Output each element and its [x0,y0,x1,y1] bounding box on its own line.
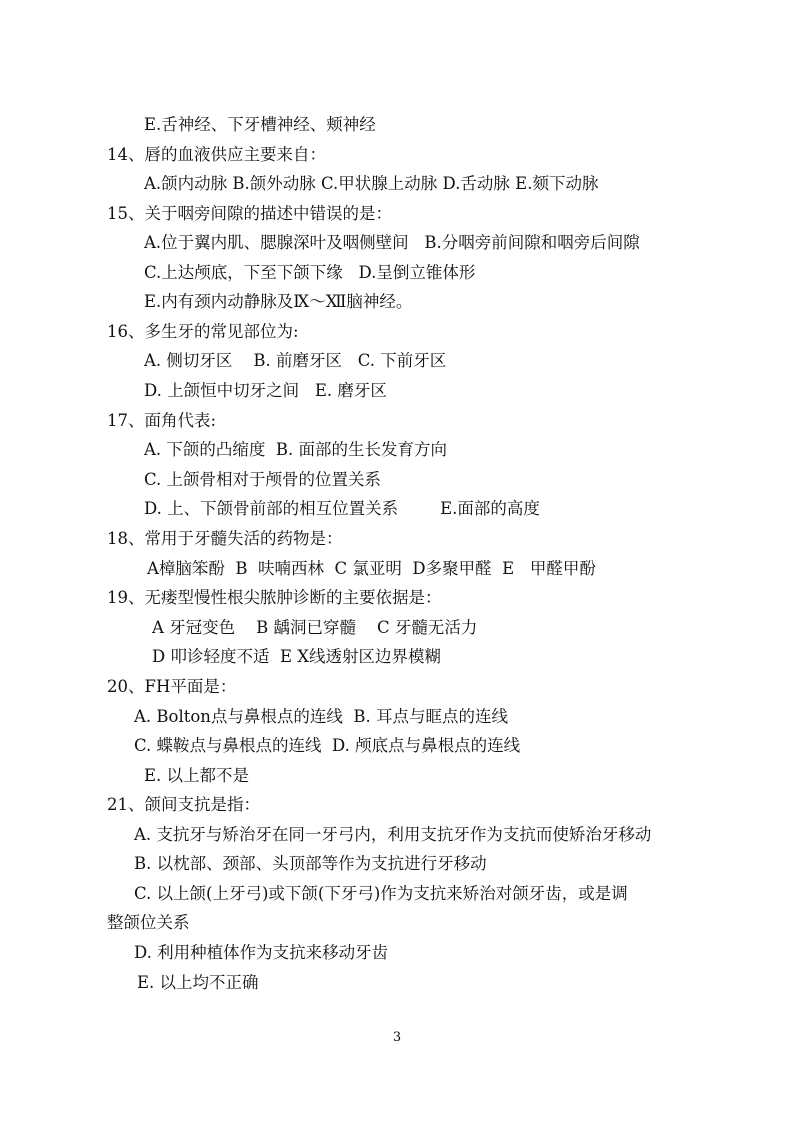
question-21: 21、颌间支抗是指： [107,795,260,814]
question-14: 14、唇的血液供应主要来自： [107,145,326,164]
question-20-options-ab: A. Bolton点与鼻根点的连线 B. 耳点与眶点的连线 [134,707,509,726]
question-21-option-c-cont: 整颌位关系 [107,913,190,932]
question-14-options: A.颌内动脉 B.颌外动脉 C.甲状腺上动脉 D.舌动脉 E.颏下动脉 [144,174,599,193]
question-21-option-d: D. 利用种植体作为支抗来移动牙齿 [134,943,389,962]
question-21-option-e: E. 以上均不正确 [137,973,259,992]
question-18: 18、常用于牙髓失活的药物是： [107,529,343,548]
question-21-option-a: A. 支抗牙与矫治牙在同一牙弓内，利用支抗牙作为支抗而使矫治牙移动 [134,825,652,844]
question-16: 16、多生牙的常见部位为: [107,322,299,341]
question-19-options-de: D 叩诊轻度不适 E X线透射区边界模糊 [152,647,441,666]
question-20-options-cd: C. 蝶鞍点与鼻根点的连线 D. 颅底点与鼻根点的连线 [134,736,521,755]
question-15-options-ab: A.位于翼内肌、腮腺深叶及咽侧壁间 B.分咽旁前间隙和咽旁后间隙 [144,233,640,252]
question-21-option-b: B. 以枕部、颈部、头顶部等作为支抗进行牙移动 [134,854,487,873]
question-15-option-e: E.内有颈内动静脉及Ⅸ～Ⅻ脑神经。 [144,292,413,311]
question-16-options-abc: A. 侧切牙区 B. 前磨牙区 C. 下前牙区 [144,351,447,370]
page-number: 3 [392,1030,402,1045]
question-20-option-e: E. 以上都不是 [144,766,250,785]
question-16-options-de: D. 上颌恒中切牙之间 E. 磨牙区 [144,381,387,400]
line-13e: E.舌神经、下牙槽神经、颊神经 [144,115,376,134]
question-17-option-c: C. 上颌骨相对于颅骨的位置关系 [144,470,382,489]
question-21-option-c: C. 以上颌(上牙弓)或下颌(下牙弓)作为支抗来矫治对颌牙齿，或是调 [134,884,628,903]
question-18-options: A樟脑笨酚 B 呋喃西林 C 氯亚明 D多聚甲醛 E 甲醛甲酚 [147,559,596,578]
question-17-options-ab: A. 下颌的凸缩度 B. 面部的生长发育方向 [144,440,448,459]
question-15: 15、关于咽旁间隙的描述中错误的是： [107,204,392,223]
question-17: 17、面角代表: [107,411,217,430]
question-17-options-de: D. 上、下颌骨前部的相互位置关系 E.面部的高度 [144,499,540,518]
question-15-options-cd: C.上达颅底，下至下颌下缘 D.呈倒立锥体形 [144,263,476,282]
question-19: 19、无瘘型慢性根尖脓肿诊断的主要依据是： [107,588,442,607]
question-19-options-abc: A 牙冠变色 B 龋洞已穿髓 C 牙髓无活力 [152,618,478,637]
question-20: 20、FH平面是： [107,677,237,696]
